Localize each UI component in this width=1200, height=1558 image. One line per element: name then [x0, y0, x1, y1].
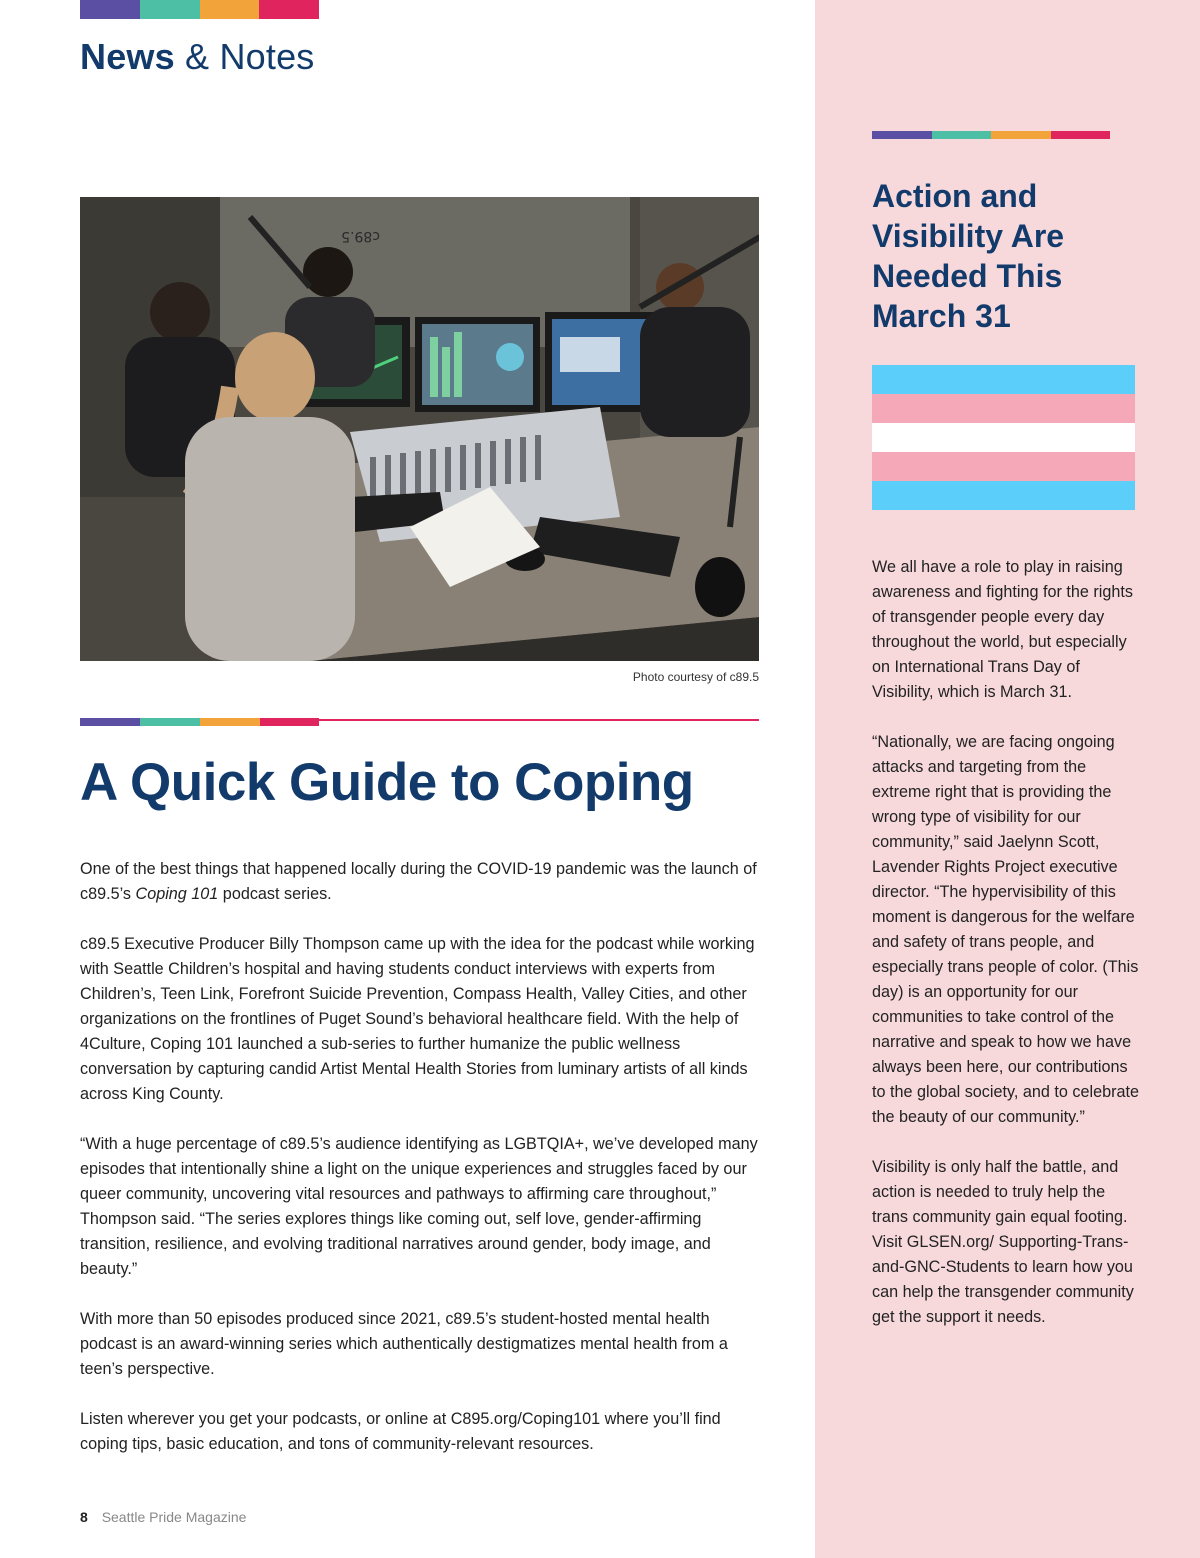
article-paragraph: “With a huge percentage of c89.5’s audience identifying as LGBTQIA+, we’ve developed many episodes that intentionally shine a light on the unique experiences and struggles faced by our queer community, uncovering vital resources and pathways to affirming care throughout,” Thompson said. “The series explores things like coming out, self love, gender-affirming transition, resilience, and evolving traditional narratives around gender, body image, and beauty.”: [80, 1135, 758, 1278]
article-text: podcast series.: [218, 885, 332, 903]
publication-name: Seattle Pride Magazine: [101, 1509, 247, 1525]
stripe-orange: [200, 0, 260, 19]
stripe-purple: [80, 718, 140, 726]
sidebar-title: Action and Visibility Are Needed This March 31: [872, 178, 1065, 334]
podcast-title: Coping 101: [135, 885, 219, 903]
stripe-pink: [1051, 131, 1111, 139]
station-sign: c89.5: [341, 228, 380, 244]
flag-stripe-blue: [872, 481, 1135, 510]
stripe-teal: [140, 718, 200, 726]
section-label-light: & Notes: [185, 36, 315, 77]
article-paragraph: With more than 50 episodes produced since 2021, c89.5’s student-hosted mental health podcast is an award-winning series which authentically destigmatizes mental health from a teen’s perspective.: [80, 1310, 728, 1378]
stripe-purple: [80, 0, 140, 19]
sidebar-body: [872, 555, 1142, 1355]
stripe-pink: [259, 0, 319, 19]
sidebar-paragraph: We all have a role to play in raising awareness and fighting for the rights of transgender people every day throughout the world, but especially on International Trans Day of Visibility, which is March 31.: [872, 558, 1133, 701]
article-text: One of the best things that happened locally during the COVID-19 pandemic was the launch of c89.5’s: [80, 860, 757, 903]
sidebar-paragraph: Visibility is only half the battle, and action is needed to truly help the trans community gain equal footing. Visit GLSEN.org/ Supporting-Trans-and-GNC-Students to learn how you can help the transgender community get the support it needs.: [872, 1158, 1134, 1326]
article-body: [80, 857, 765, 1482]
stripe-rule: [319, 719, 759, 721]
sidebar-color-stripe: [872, 131, 1110, 139]
flag-stripe-pink: [872, 394, 1135, 423]
stripe-teal: [932, 131, 992, 139]
top-color-stripe: [80, 0, 319, 19]
article-paragraph: Listen wherever you get your podcasts, or online at C895.org/Coping101 where you’ll find coping tips, basic education, and tons of community-relevant resources.: [80, 1410, 721, 1453]
section-label: [80, 36, 315, 78]
section-label-bold: News: [80, 36, 175, 77]
article-paragraph: [80, 857, 765, 907]
article-title: A Quick Guide to Coping: [80, 753, 694, 812]
article-paragraph: c89.5 Executive Producer Billy Thompson came up with the idea for the podcast while working with Seattle Children’s hospital and having students conduct interviews with experts from Children’s, Teen Link, Forefront Suicide Prevention, Compass Health, Valley Cities, and other organizations on the frontlines of Puget Sound’s behavioral healthcare field. With the help of 4Culture, Coping 101 launched a sub-series to further humanize the public wellness conversation by capturing candid Artist Mental Health Stories from luminary artists of all kinds across King County.: [80, 935, 755, 1103]
flag-stripe-white: [872, 423, 1135, 452]
photo-credit: Photo courtesy of c89.5: [632, 670, 759, 684]
page-footer: [80, 1509, 246, 1525]
flag-stripe-pink: [872, 452, 1135, 481]
stripe-teal: [140, 0, 200, 19]
stripe-orange: [991, 131, 1051, 139]
radio-studio-illustration: [80, 197, 759, 661]
stripe-pink: [260, 718, 319, 726]
sidebar-paragraph: “Nationally, we are facing ongoing attacks and targeting from the extreme right that is providing the wrong type of visibility for our community,” said Jaelynn Scott, Lavender Rights Project executive director. “The hypervisibility of this moment is dangerous for the welfare and safety of trans people, and especially trans people of color. (This day) is an opportunity for our communities to take control of the narrative and speak to how we have always been here, our contributions to the global society, and to celebrate the beauty of our community.”: [872, 733, 1139, 1126]
stripe-purple: [872, 131, 932, 139]
page-number: 8: [80, 1509, 88, 1525]
article-photo: [80, 197, 759, 661]
stripe-orange: [200, 718, 260, 726]
flag-stripe-blue: [872, 365, 1135, 394]
transgender-flag-image: [872, 365, 1135, 510]
article-color-stripe: [80, 718, 759, 726]
